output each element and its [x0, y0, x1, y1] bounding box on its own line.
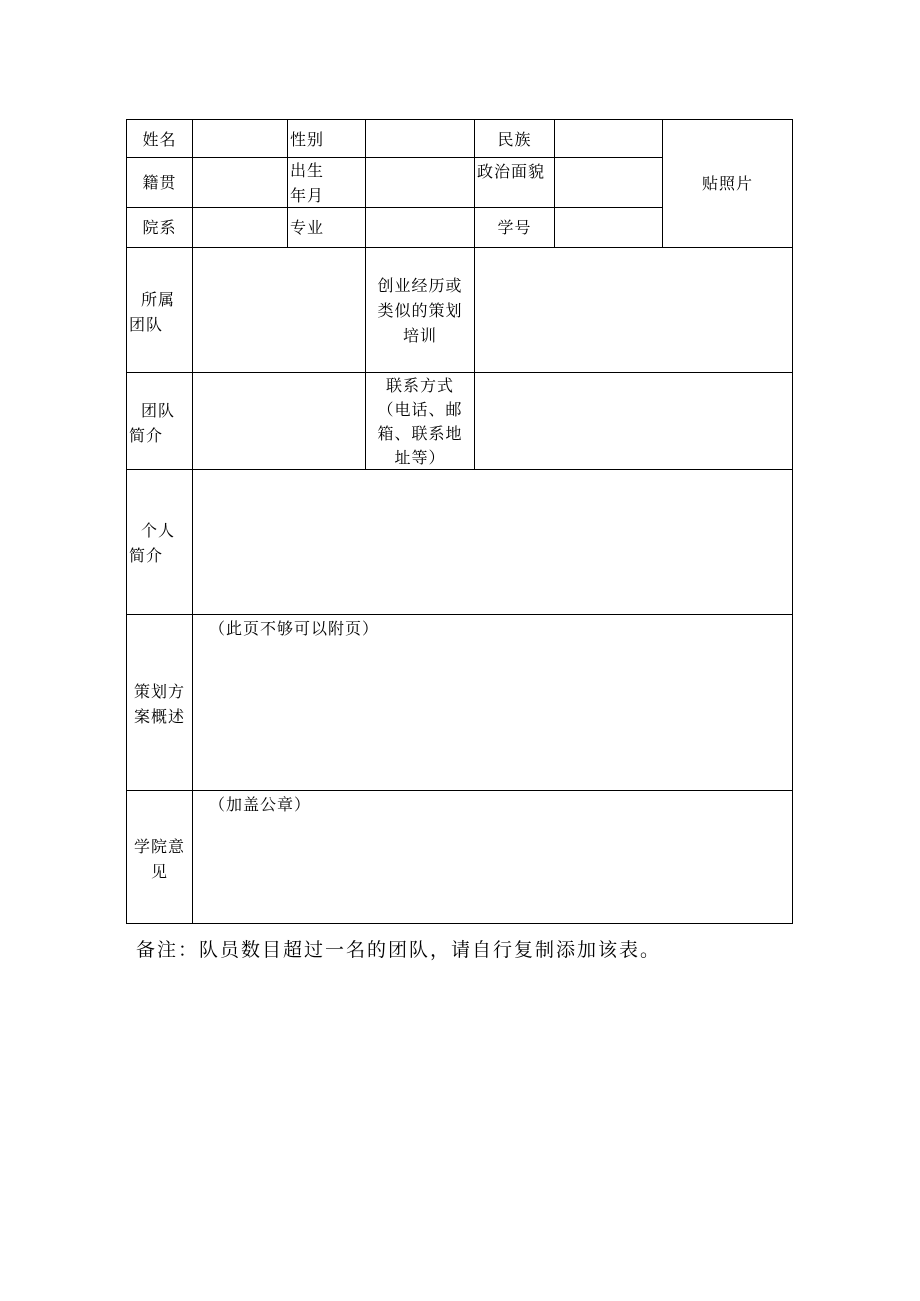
plan-label-line1: 策划方: [133, 682, 185, 701]
political-status-field[interactable]: [555, 158, 662, 207]
table-rule: [287, 119, 288, 248]
opinion-field[interactable]: [193, 791, 792, 923]
contact-label-line1: 联系方式: [385, 376, 454, 395]
team-label-line1: 所属: [141, 290, 176, 309]
team-intro-label-line2: 简介: [129, 426, 164, 445]
team-label: [129, 287, 192, 337]
table-border-right: [792, 119, 793, 924]
opinion-hint: （加盖公章）: [209, 795, 312, 814]
name-label: 姓名: [142, 130, 177, 149]
personal-intro-field[interactable]: [193, 470, 792, 614]
birth-label-line2: 年月: [290, 186, 325, 205]
plan-label-line2: 案概述: [133, 707, 185, 726]
personal-intro-label: [129, 518, 192, 568]
political-status-label: 政治面貌: [477, 162, 546, 181]
gender-field[interactable]: [366, 120, 474, 157]
plan-field[interactable]: [193, 615, 792, 790]
footnote: 备注：队员数目超过一名的团队，请自行复制添加该表。: [136, 939, 662, 961]
team-label-line2: 团队: [129, 315, 164, 334]
department-field[interactable]: [193, 208, 287, 247]
team-intro-label: [129, 398, 192, 448]
opinion-label: [127, 834, 192, 884]
team-intro-field[interactable]: [193, 373, 365, 469]
major-label: 专业: [290, 218, 325, 237]
hometown-field[interactable]: [193, 158, 287, 207]
personal-intro-label-line1: 个人: [141, 521, 176, 540]
table-border-bottom: [126, 923, 793, 924]
plan-hint: （此页不够可以附页）: [209, 619, 380, 638]
ethnicity-label: 民族: [497, 130, 532, 149]
plan-label: [127, 679, 192, 729]
major-field[interactable]: [366, 208, 474, 247]
department-label: 院系: [142, 218, 177, 237]
personal-intro-label-line2: 简介: [129, 546, 164, 565]
photo-label: 贴照片: [701, 174, 753, 193]
contact-label: [366, 374, 474, 470]
experience-label: [366, 273, 474, 348]
experience-label-line3: 培训: [402, 326, 437, 345]
experience-field[interactable]: [475, 248, 792, 372]
contact-label-line4: 址等）: [394, 448, 446, 467]
gender-label: 性别: [290, 130, 325, 149]
birth-label-line1: 出生: [290, 161, 325, 180]
hometown-label: 籍贯: [142, 173, 177, 192]
student-id-field[interactable]: [555, 208, 662, 247]
team-intro-label-line1: 团队: [141, 401, 176, 420]
opinion-label-line2: 见: [150, 862, 168, 881]
photo-placeholder[interactable]: [663, 120, 792, 247]
contact-field[interactable]: [475, 373, 792, 469]
contact-label-line3: 箱、联系地: [377, 424, 463, 443]
student-id-label: 学号: [497, 218, 532, 237]
name-field[interactable]: [193, 120, 287, 157]
team-field[interactable]: [193, 248, 365, 372]
opinion-label-line1: 学院意: [133, 837, 185, 856]
contact-label-line2: （电话、邮: [377, 400, 463, 419]
birth-field[interactable]: [366, 158, 474, 207]
ethnicity-field[interactable]: [555, 120, 662, 157]
experience-label-line1: 创业经历或: [377, 276, 463, 295]
birth-label: [290, 158, 324, 208]
experience-label-line2: 类似的策划: [377, 301, 463, 320]
